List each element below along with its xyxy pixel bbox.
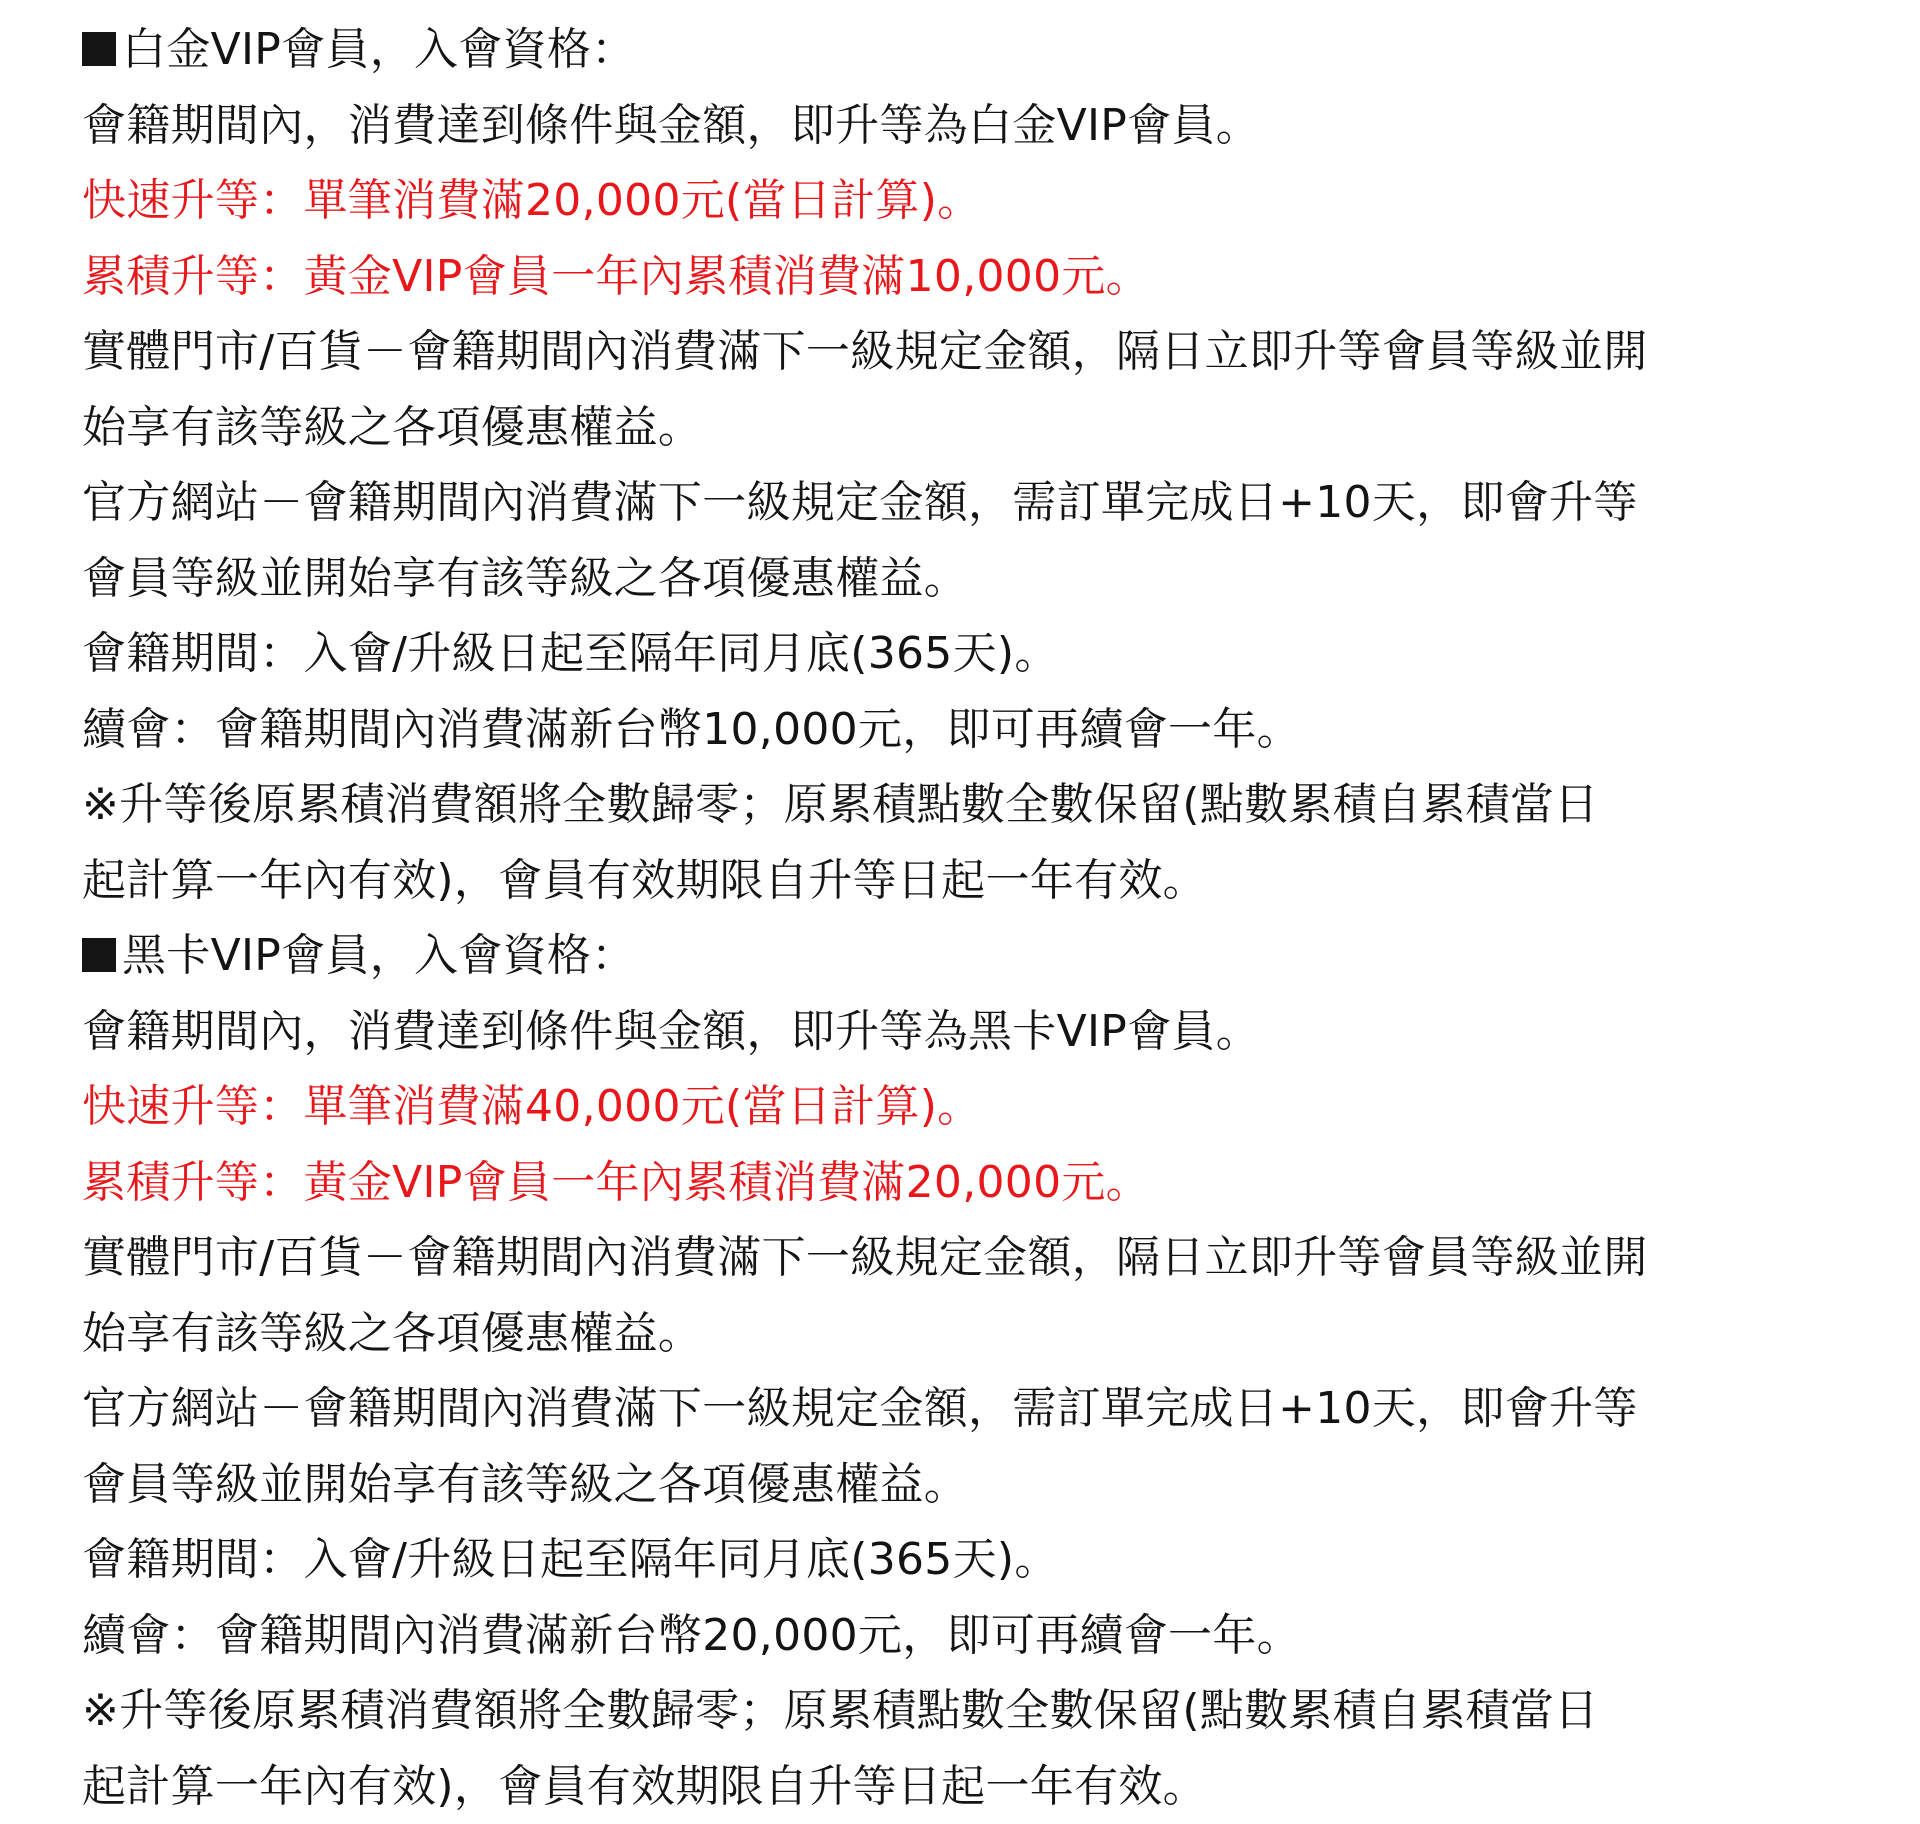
renewal-rule: 續會：會籍期間內消費滿新台幣10,000元，即可再續會一年。 (82, 692, 1882, 768)
upgrade-intro: 會籍期間內，消費達到條件與金額，即升等為黑卡VIP會員。 (82, 994, 1882, 1070)
section-heading (82, 12, 1882, 88)
web-upgrade-rule-line1: 官方網站－會籍期間內消費滿下一級規定金額，需訂單完成日+10天，即會升等 (82, 465, 1882, 541)
membership-terms-document (82, 12, 1882, 1824)
store-upgrade-rule-line2: 始享有該等級之各項優惠權益。 (82, 1296, 1882, 1372)
black-card-vip-section (82, 918, 1882, 1824)
cumulative-upgrade-rule: 累積升等：黃金VIP會員一年內累積消費滿10,000元。 (82, 239, 1882, 315)
fast-upgrade-rule: 快速升等：單筆消費滿20,000元(當日計算)。 (82, 163, 1882, 239)
square-bullet-icon (82, 938, 116, 972)
note-line2: 起計算一年內有效)，會員有效期限自升等日起一年有效。 (82, 843, 1882, 919)
square-bullet-icon (82, 32, 116, 66)
web-upgrade-rule-line2: 會員等級並開始享有該等級之各項優惠權益。 (82, 541, 1882, 617)
section-heading (82, 918, 1882, 994)
store-upgrade-rule-line1: 實體門市/百貨－會籍期間內消費滿下一級規定金額，隔日立即升等會員等級並開 (82, 1220, 1882, 1296)
fast-upgrade-rule: 快速升等：單筆消費滿40,000元(當日計算)。 (82, 1069, 1882, 1145)
membership-period: 會籍期間：入會/升級日起至隔年同月底(365天)。 (82, 616, 1882, 692)
note-line1: ※升等後原累積消費額將全數歸零；原累積點數全數保留(點數累積自累積當日 (82, 1673, 1882, 1749)
renewal-rule: 續會：會籍期間內消費滿新台幣20,000元，即可再續會一年。 (82, 1598, 1882, 1674)
store-upgrade-rule-line2: 始享有該等級之各項優惠權益。 (82, 390, 1882, 466)
web-upgrade-rule-line1: 官方網站－會籍期間內消費滿下一級規定金額，需訂單完成日+10天，即會升等 (82, 1371, 1882, 1447)
web-upgrade-rule-line2: 會員等級並開始享有該等級之各項優惠權益。 (82, 1447, 1882, 1523)
membership-period: 會籍期間：入會/升級日起至隔年同月底(365天)。 (82, 1522, 1882, 1598)
note-line1: ※升等後原累積消費額將全數歸零；原累積點數全數保留(點數累積自累積當日 (82, 767, 1882, 843)
store-upgrade-rule-line1: 實體門市/百貨－會籍期間內消費滿下一級規定金額，隔日立即升等會員等級並開 (82, 314, 1882, 390)
cumulative-upgrade-rule: 累積升等：黃金VIP會員一年內累積消費滿20,000元。 (82, 1145, 1882, 1221)
upgrade-intro: 會籍期間內，消費達到條件與金額，即升等為白金VIP會員。 (82, 88, 1882, 164)
note-line2: 起計算一年內有效)，會員有效期限自升等日起一年有效。 (82, 1749, 1882, 1824)
platinum-vip-section (82, 12, 1882, 918)
section-heading-text: 黑卡VIP會員，入會資格： (122, 930, 636, 981)
section-heading-text: 白金VIP會員，入會資格： (122, 24, 636, 75)
